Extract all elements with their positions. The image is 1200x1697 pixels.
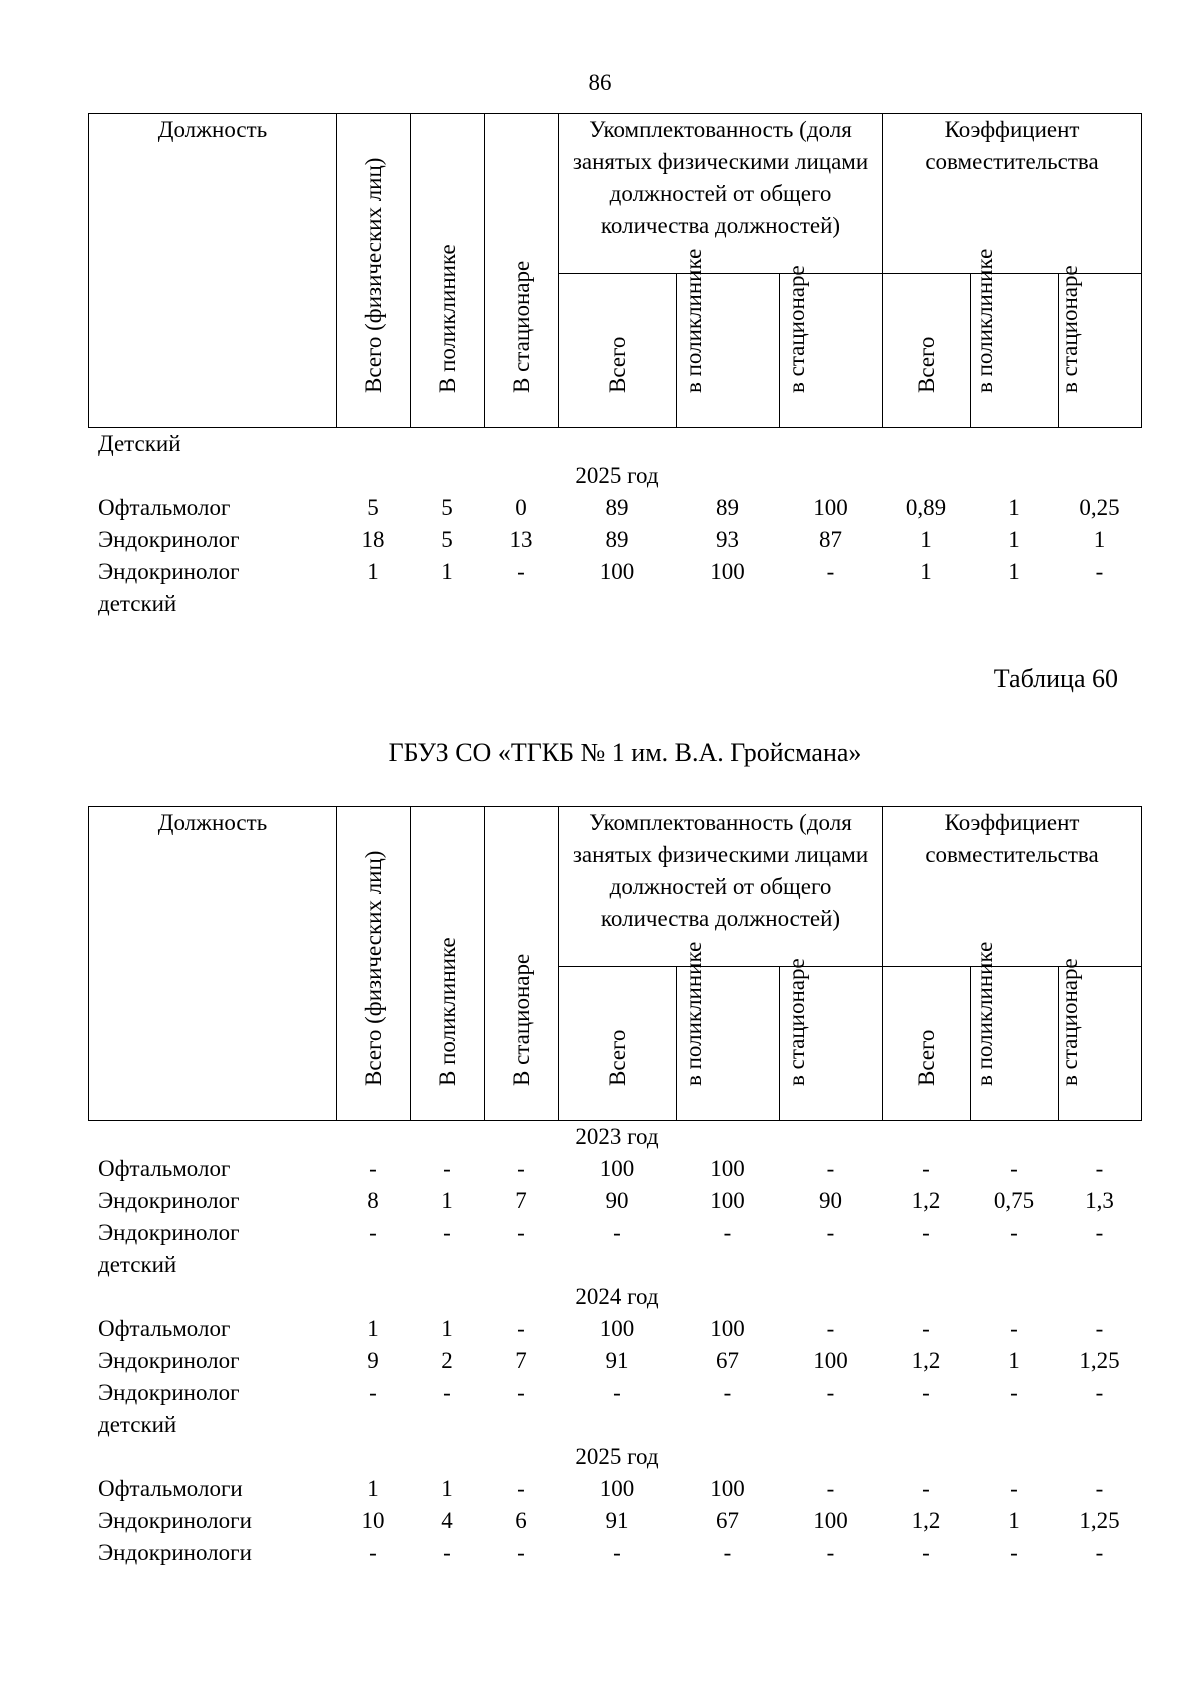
row-value: 1 [1008, 527, 1020, 552]
header-coef-total-label: Всего [913, 336, 939, 393]
row-position: Офтальмолог [98, 1316, 231, 1341]
row-value: 1 [1008, 1348, 1020, 1373]
row-value: 100 [710, 1476, 745, 1501]
row-value: 91 [605, 1348, 629, 1373]
row-value: - [443, 1380, 451, 1405]
row-position: Эндокринолог [98, 1348, 240, 1373]
header-in-polyclinic [411, 807, 485, 1121]
row-position: Эндокринологи [98, 1508, 252, 1533]
row-value: 1 [441, 1188, 453, 1213]
header-staffing-hospital-label: в стационаре [784, 958, 809, 1086]
year-label: 2023 год [575, 1124, 659, 1149]
row-value: 0,25 [1079, 495, 1120, 520]
header-total-persons [337, 807, 411, 1121]
row-value: 5 [441, 495, 453, 520]
row-value: - [1010, 1316, 1018, 1341]
row-value: - [826, 1476, 835, 1501]
table-label: Таблица 60 [993, 664, 1118, 693]
header-coef-polyclinic-label: в поликлинике [971, 941, 997, 1086]
row-value: 89 [605, 495, 629, 520]
row-value: - [826, 1316, 835, 1341]
header-coef-hospital-label: в стационаре [1057, 958, 1083, 1086]
row-value: 100 [599, 1156, 635, 1181]
row-position-continuation: детский [98, 1412, 177, 1437]
row-value: 89 [605, 527, 629, 552]
row-value: - [517, 559, 525, 584]
row-value: - [369, 1540, 377, 1565]
row-value: 0,89 [905, 495, 947, 520]
row-value: 1 [441, 1476, 453, 1501]
row-value: - [443, 1540, 451, 1565]
header-staffing-group: Укомплектованность (доля занятых физическими лицами должностей от общего количества должностей) [559, 807, 883, 967]
header-staffing-total-label: Всего [604, 336, 630, 393]
row-value: 90 [605, 1188, 629, 1213]
year-label: 2025 год [575, 1444, 659, 1469]
row-value: 10 [361, 1508, 385, 1533]
row-value: 0 [515, 495, 527, 520]
row-position-continuation: детский [98, 1252, 177, 1277]
row-value: 1 [367, 1476, 379, 1501]
table-caption: ГБУЗ СО «ТГКБ № 1 им. В.А. Гройсмана» [388, 738, 862, 767]
row-value: 6 [515, 1508, 527, 1533]
header-coef-polyclinic-label: в поликлинике [971, 248, 997, 393]
row-value: 91 [605, 1508, 629, 1533]
row-value: 100 [710, 1188, 745, 1213]
table-row-continuation [88, 588, 1141, 620]
header-in-hospital-label: В стационаре [508, 260, 534, 393]
row-value: - [826, 559, 835, 584]
table2-header [88, 806, 1142, 1121]
row-value: - [1010, 1156, 1018, 1181]
header-total-persons [337, 114, 411, 428]
row-value: - [369, 1220, 377, 1245]
row-value: 8 [367, 1188, 379, 1213]
header-position: Должность [89, 807, 337, 1121]
row-value: 1 [367, 559, 379, 584]
row-value: 100 [813, 495, 848, 520]
header-staffing-polyclinic [677, 248, 780, 428]
header-staffing-total [559, 967, 677, 1121]
row-value: - [1010, 1380, 1018, 1405]
row-value: 100 [599, 1316, 635, 1341]
row-value: - [1095, 1380, 1104, 1405]
year-row [88, 460, 1141, 492]
row-value: 1 [441, 1316, 453, 1341]
header-position: Должность [89, 114, 337, 428]
header-total-persons-label: Всего (физических лиц) [360, 850, 386, 1086]
row-value: 100 [599, 559, 635, 584]
row-value: 2 [441, 1348, 453, 1373]
table-row [88, 1153, 1141, 1185]
row-value: 4 [441, 1508, 453, 1533]
row-value: - [723, 1220, 732, 1245]
row-value: - [369, 1156, 377, 1181]
row-value: 1 [920, 527, 932, 552]
row-value: 1 [441, 559, 453, 584]
row-value: - [1095, 559, 1104, 584]
row-value: 1 [920, 559, 932, 584]
row-position: Эндокринолог [98, 559, 240, 584]
row-value: 67 [716, 1348, 739, 1373]
row-value: 89 [716, 495, 739, 520]
row-value: 7 [515, 1188, 527, 1213]
header-coef-total-label: Всего [913, 1029, 939, 1086]
row-value: 93 [716, 527, 739, 552]
row-value: - [922, 1220, 930, 1245]
row-value: - [369, 1380, 377, 1405]
header-in-polyclinic-label: В поликлинике [434, 244, 460, 393]
table-row [88, 1473, 1141, 1505]
header-coef-hospital [1057, 958, 1142, 1121]
header-coef-group: Коэффициент совместительства [883, 114, 1142, 274]
row-value: - [1095, 1476, 1104, 1501]
row-position: Эндокринолог [98, 1188, 240, 1213]
row-value: 100 [813, 1508, 848, 1533]
row-value: - [613, 1540, 621, 1565]
row-position: Эндокринолог [98, 527, 240, 552]
row-value: - [613, 1380, 621, 1405]
row-value: 0,75 [993, 1188, 1035, 1213]
header-coef-hospital-label: в стационаре [1057, 265, 1083, 393]
row-value: - [826, 1156, 835, 1181]
row-value: - [922, 1540, 930, 1565]
row-value: 67 [716, 1508, 739, 1533]
row-value: 1,2 [911, 1348, 941, 1373]
row-value: - [517, 1476, 525, 1501]
row-value: - [517, 1220, 525, 1245]
page-number: 86 [588, 70, 612, 95]
row-value: - [1010, 1540, 1018, 1565]
header-staffing-group: Укомплектованность (доля занятых физическими лицами должностей от общего количества должностей) [559, 114, 883, 274]
section-row [88, 428, 1141, 460]
row-value: 1,3 [1085, 1188, 1114, 1213]
table-row [88, 492, 1141, 524]
row-value: 1 [367, 1316, 379, 1341]
table-row [88, 1217, 1141, 1249]
row-value: 87 [819, 527, 842, 552]
row-position: Эндокринолог [98, 1380, 240, 1405]
header-coef-group: Коэффициент совместительства [883, 807, 1142, 967]
year-label: 2024 год [575, 1284, 659, 1309]
header-in-hospital-label: В стационаре [508, 953, 534, 1086]
row-value: 1 [1008, 1508, 1020, 1533]
table-row [88, 556, 1141, 588]
row-value: - [517, 1540, 525, 1565]
table-row [88, 1345, 1141, 1377]
header-staffing-hospital [780, 265, 883, 428]
table-row [88, 1537, 1141, 1569]
row-position-continuation: детский [98, 591, 177, 616]
row-value: - [443, 1220, 451, 1245]
row-value: - [613, 1220, 621, 1245]
row-position: Офтальмолог [98, 1156, 231, 1181]
row-value: 18 [361, 527, 385, 552]
row-value: - [1010, 1220, 1018, 1245]
header-staffing-polyclinic [677, 941, 780, 1121]
header-in-polyclinic-label: В поликлинике [434, 937, 460, 1086]
table-row [88, 1377, 1141, 1409]
row-value: 7 [515, 1348, 527, 1373]
year-row [88, 1121, 1141, 1153]
row-position: Эндокринологи [98, 1540, 252, 1565]
header-staffing-polyclinic-label: в поликлинике [681, 248, 706, 393]
table-row [88, 1185, 1141, 1217]
row-value: 90 [819, 1188, 842, 1213]
row-value: - [922, 1476, 930, 1501]
header-coef-total [883, 274, 971, 428]
table1-header [88, 113, 1142, 428]
table-row [88, 1313, 1141, 1345]
row-value: - [723, 1380, 732, 1405]
row-value: 100 [710, 1316, 745, 1341]
row-value: - [723, 1540, 732, 1565]
table-row-continuation [88, 1249, 1141, 1281]
table-row [88, 524, 1141, 556]
year-label: 2025 год [575, 463, 659, 488]
row-value: 9 [367, 1348, 379, 1373]
header-coef-polyclinic [971, 941, 1059, 1121]
table1-body [88, 428, 1141, 620]
row-value: - [1010, 1476, 1018, 1501]
table2-body [88, 1121, 1141, 1569]
row-value: - [517, 1380, 525, 1405]
header-coef-hospital [1057, 265, 1142, 428]
row-value: - [922, 1156, 930, 1181]
row-value: - [1095, 1156, 1104, 1181]
row-value: 1,2 [911, 1188, 941, 1213]
row-value: 5 [441, 527, 453, 552]
header-in-hospital [485, 807, 559, 1121]
row-value: 100 [813, 1348, 848, 1373]
row-value: 100 [710, 559, 745, 584]
row-value: 1 [1008, 495, 1020, 520]
row-value: - [517, 1156, 525, 1181]
row-value: - [1095, 1316, 1104, 1341]
row-value: 1,25 [1079, 1508, 1120, 1533]
table-row [88, 1505, 1141, 1537]
header-staffing-total [559, 274, 677, 428]
row-value: - [1095, 1540, 1104, 1565]
header-in-polyclinic [411, 114, 485, 428]
row-value: - [826, 1220, 835, 1245]
row-value: 100 [599, 1476, 635, 1501]
year-row [88, 1441, 1141, 1473]
row-value: - [826, 1540, 835, 1565]
row-position: Офтальмологи [98, 1476, 243, 1501]
row-value: 13 [509, 527, 533, 552]
row-value: 1,25 [1079, 1348, 1120, 1373]
header-coef-polyclinic [971, 248, 1059, 428]
header-coef-total [883, 967, 971, 1121]
row-position: Офтальмолог [98, 495, 231, 520]
row-value: - [922, 1316, 930, 1341]
header-in-hospital [485, 114, 559, 428]
row-value: - [443, 1156, 451, 1181]
row-value: - [826, 1380, 835, 1405]
header-staffing-hospital-label: в стационаре [784, 265, 809, 393]
header-total-persons-label: Всего (физических лиц) [360, 157, 386, 393]
header-staffing-polyclinic-label: в поликлинике [681, 941, 706, 1086]
row-value: 1 [1008, 559, 1020, 584]
table-row-continuation [88, 1409, 1141, 1441]
row-value: 1,2 [911, 1508, 941, 1533]
header-staffing-total-label: Всего [604, 1029, 630, 1086]
row-value: 100 [710, 1156, 745, 1181]
row-value: 5 [367, 495, 379, 520]
row-position: Эндокринолог [98, 1220, 240, 1245]
row-value: - [1095, 1220, 1104, 1245]
header-staffing-hospital [780, 958, 883, 1121]
section-label: Детский [98, 431, 181, 456]
row-value: - [922, 1380, 930, 1405]
row-value: 1 [1093, 527, 1106, 552]
year-row [88, 1281, 1141, 1313]
row-value: - [517, 1316, 525, 1341]
